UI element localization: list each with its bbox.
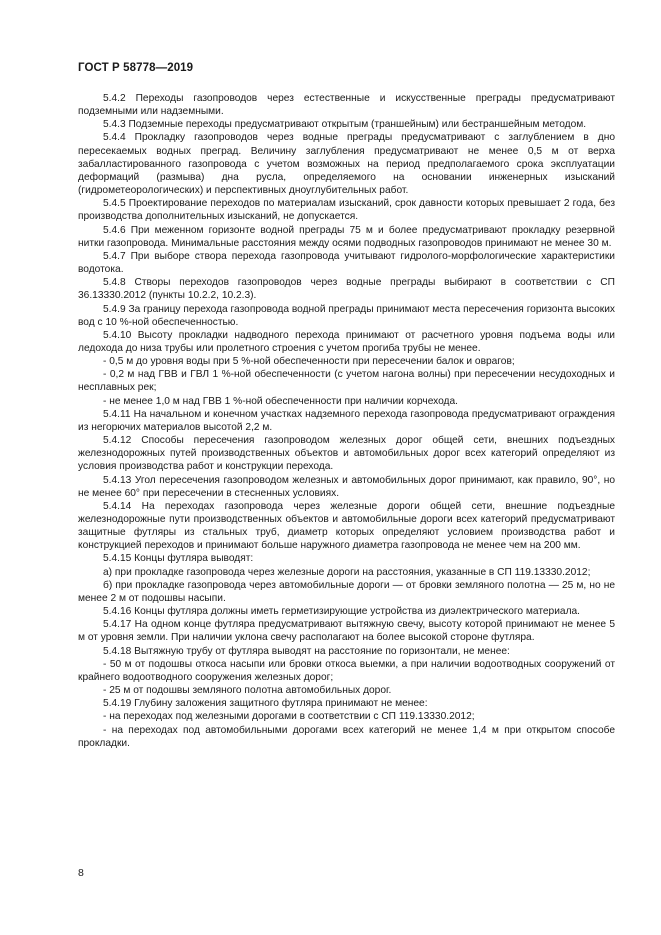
paragraph: 5.4.17 На одном конце футляра предусматривают вытяжную свечу, высоту которой принимают не менее 5 м от уровня земли. При наличии уклона свечу располагают на более высокой стороне футляра. xyxy=(78,619,615,644)
list-item: - на переходах под железными дорогами в соответствии с СП 119.13330.2012; xyxy=(103,711,475,723)
list-item: - 25 м от подошвы земляного полотна автомобильных дорог. xyxy=(103,685,392,697)
paragraph: 5.4.7 При выборе створа перехода газопровода учитывают гидролого-морфологические характеристики водотока. xyxy=(78,250,615,276)
paragraph: 5.4.13 Угол пересечения газопроводом железных и автомобильных дорог принимают, как правило, 90°, но не менее 60° при пересечении в стесненных условиях. xyxy=(78,474,615,499)
paragraph: 5.4.14 На переходах газопровода через железные дороги общей сети, внешние подъездные железнодорожные пути производственных объектов и автомобильные дороги всех категорий предусматривают защитные футляры из стальных труб, диаметр которых определяют условием производства работ и конструкцией переходов и принимают больше наружного диаметра газопровода не менее чем на 200 мм. xyxy=(78,500,615,552)
paragraph: 5.4.8 Створы переходов газопроводов через водные преграды выбирают в соответствии с СП 36.13330.2012 (пункты 10.2.2, 10.2.3). xyxy=(78,277,615,302)
list-item: - 0,5 м до уровня воды при 5 %-ной обеспеченности при пересечении балок и оврагов; xyxy=(103,356,515,368)
paragraph: 5.4.12 Способы пересечения газопроводом железных дорог общей сети, внешних подъездных железнодорожных путей производственных объектов и автомобильных дорог всех категорий определяют из условия производства работ и конструкции перехода. xyxy=(78,435,615,473)
paragraph: 5.4.18 Вытяжную трубу от футляра выводят на расстояние по горизонтали, не менее: xyxy=(103,645,510,657)
list-item: - не менее 1,0 м над ГВВ 1 %-ной обеспеченности при наличии корчехода. xyxy=(103,395,458,407)
paragraph: 5.4.16 Концы футляра должны иметь герметизирующие устройства из диэлектрического материала. xyxy=(103,606,581,618)
document-header: ГОСТ Р 58778—2019 xyxy=(78,62,194,74)
paragraph: 5.4.10 Высоту прокладки надводного перехода принимают от расчетного уровня подъема воды или ледохода до низа трубы или пролетного строения с учетом прогиба трубы не менее. xyxy=(78,329,615,354)
list-item: - 0,2 м над ГВВ и ГВЛ 1 %-ной обеспеченности (с учетом нагона волны) при пересечении несудоходных и несплавных рек; xyxy=(78,369,615,394)
paragraph: 5.4.11 На начальном и конечном участках надземного перехода газопровода предусматривают ограждения из негорючих материалов высотой 2,2 м. xyxy=(78,408,615,433)
list-item: б) при прокладке газопровода через автомобильные дороги — от бровки земляного полотна — 25 м, но не менее 2 м от подошвы насыпи. xyxy=(78,579,615,604)
list-item: - 50 м от подошвы откоса насыпи или бровки откоса выемки, а при наличии водоотводных сооружений от крайнего водоотводного сооружения железных дорог; xyxy=(78,658,615,683)
paragraph: 5.4.4 Прокладку газопроводов через водные преграды предусматривают с заглублением в дно пересекаемых водных преград. Величину заглубления предусматривают не менее 0,5 м от верха забалластированного газопровода с учетом возможных на период предполагаемого срока эксплуатации деформаций (размыва) дна русла, определяемого на основании инженерных изысканий (гидрометеорологических) и перспективных дноуглубительных работ. xyxy=(78,132,615,197)
list-item: - на переходах под автомобильными дорогами всех категорий не менее 1,4 м при открытом способе прокладки. xyxy=(78,724,615,749)
page-number: 8 xyxy=(78,867,84,879)
list-item: а) при прокладке газопровода через железные дороги на расстояния, указанные в СП 119.13330.2012; xyxy=(103,566,591,578)
paragraph: 5.4.15 Концы футляра выводят: xyxy=(103,553,254,565)
paragraph: 5.4.3 Подземные переходы предусматривают открытым (траншейным) или бестраншейным методом. xyxy=(103,119,587,131)
document-body xyxy=(78,92,615,750)
paragraph: 5.4.6 При меженном горизонте водной преграды 75 м и более предусматривают прокладку резервной нитки газопровода. Минимальные расстояния между осями подводных газопроводов принимают не менее 30 м. xyxy=(78,224,615,249)
paragraph: 5.4.2 Переходы газопроводов через естественные и искусственные преграды предусматривают подземными или надземными. xyxy=(78,93,615,118)
paragraph: 5.4.5 Проектирование переходов по материалам изысканий, срок давности которых превышает 2 года, без производства дополнительных изысканий, не допускается. xyxy=(78,198,615,223)
paragraph: 5.4.19 Глубину заложения защитного футляра принимают не менее: xyxy=(103,698,428,710)
paragraph: 5.4.9 За границу перехода газопровода водной преграды принимают места пересечения горизонта высоких вод с 10 %-ной обеспеченностью. xyxy=(78,303,615,328)
